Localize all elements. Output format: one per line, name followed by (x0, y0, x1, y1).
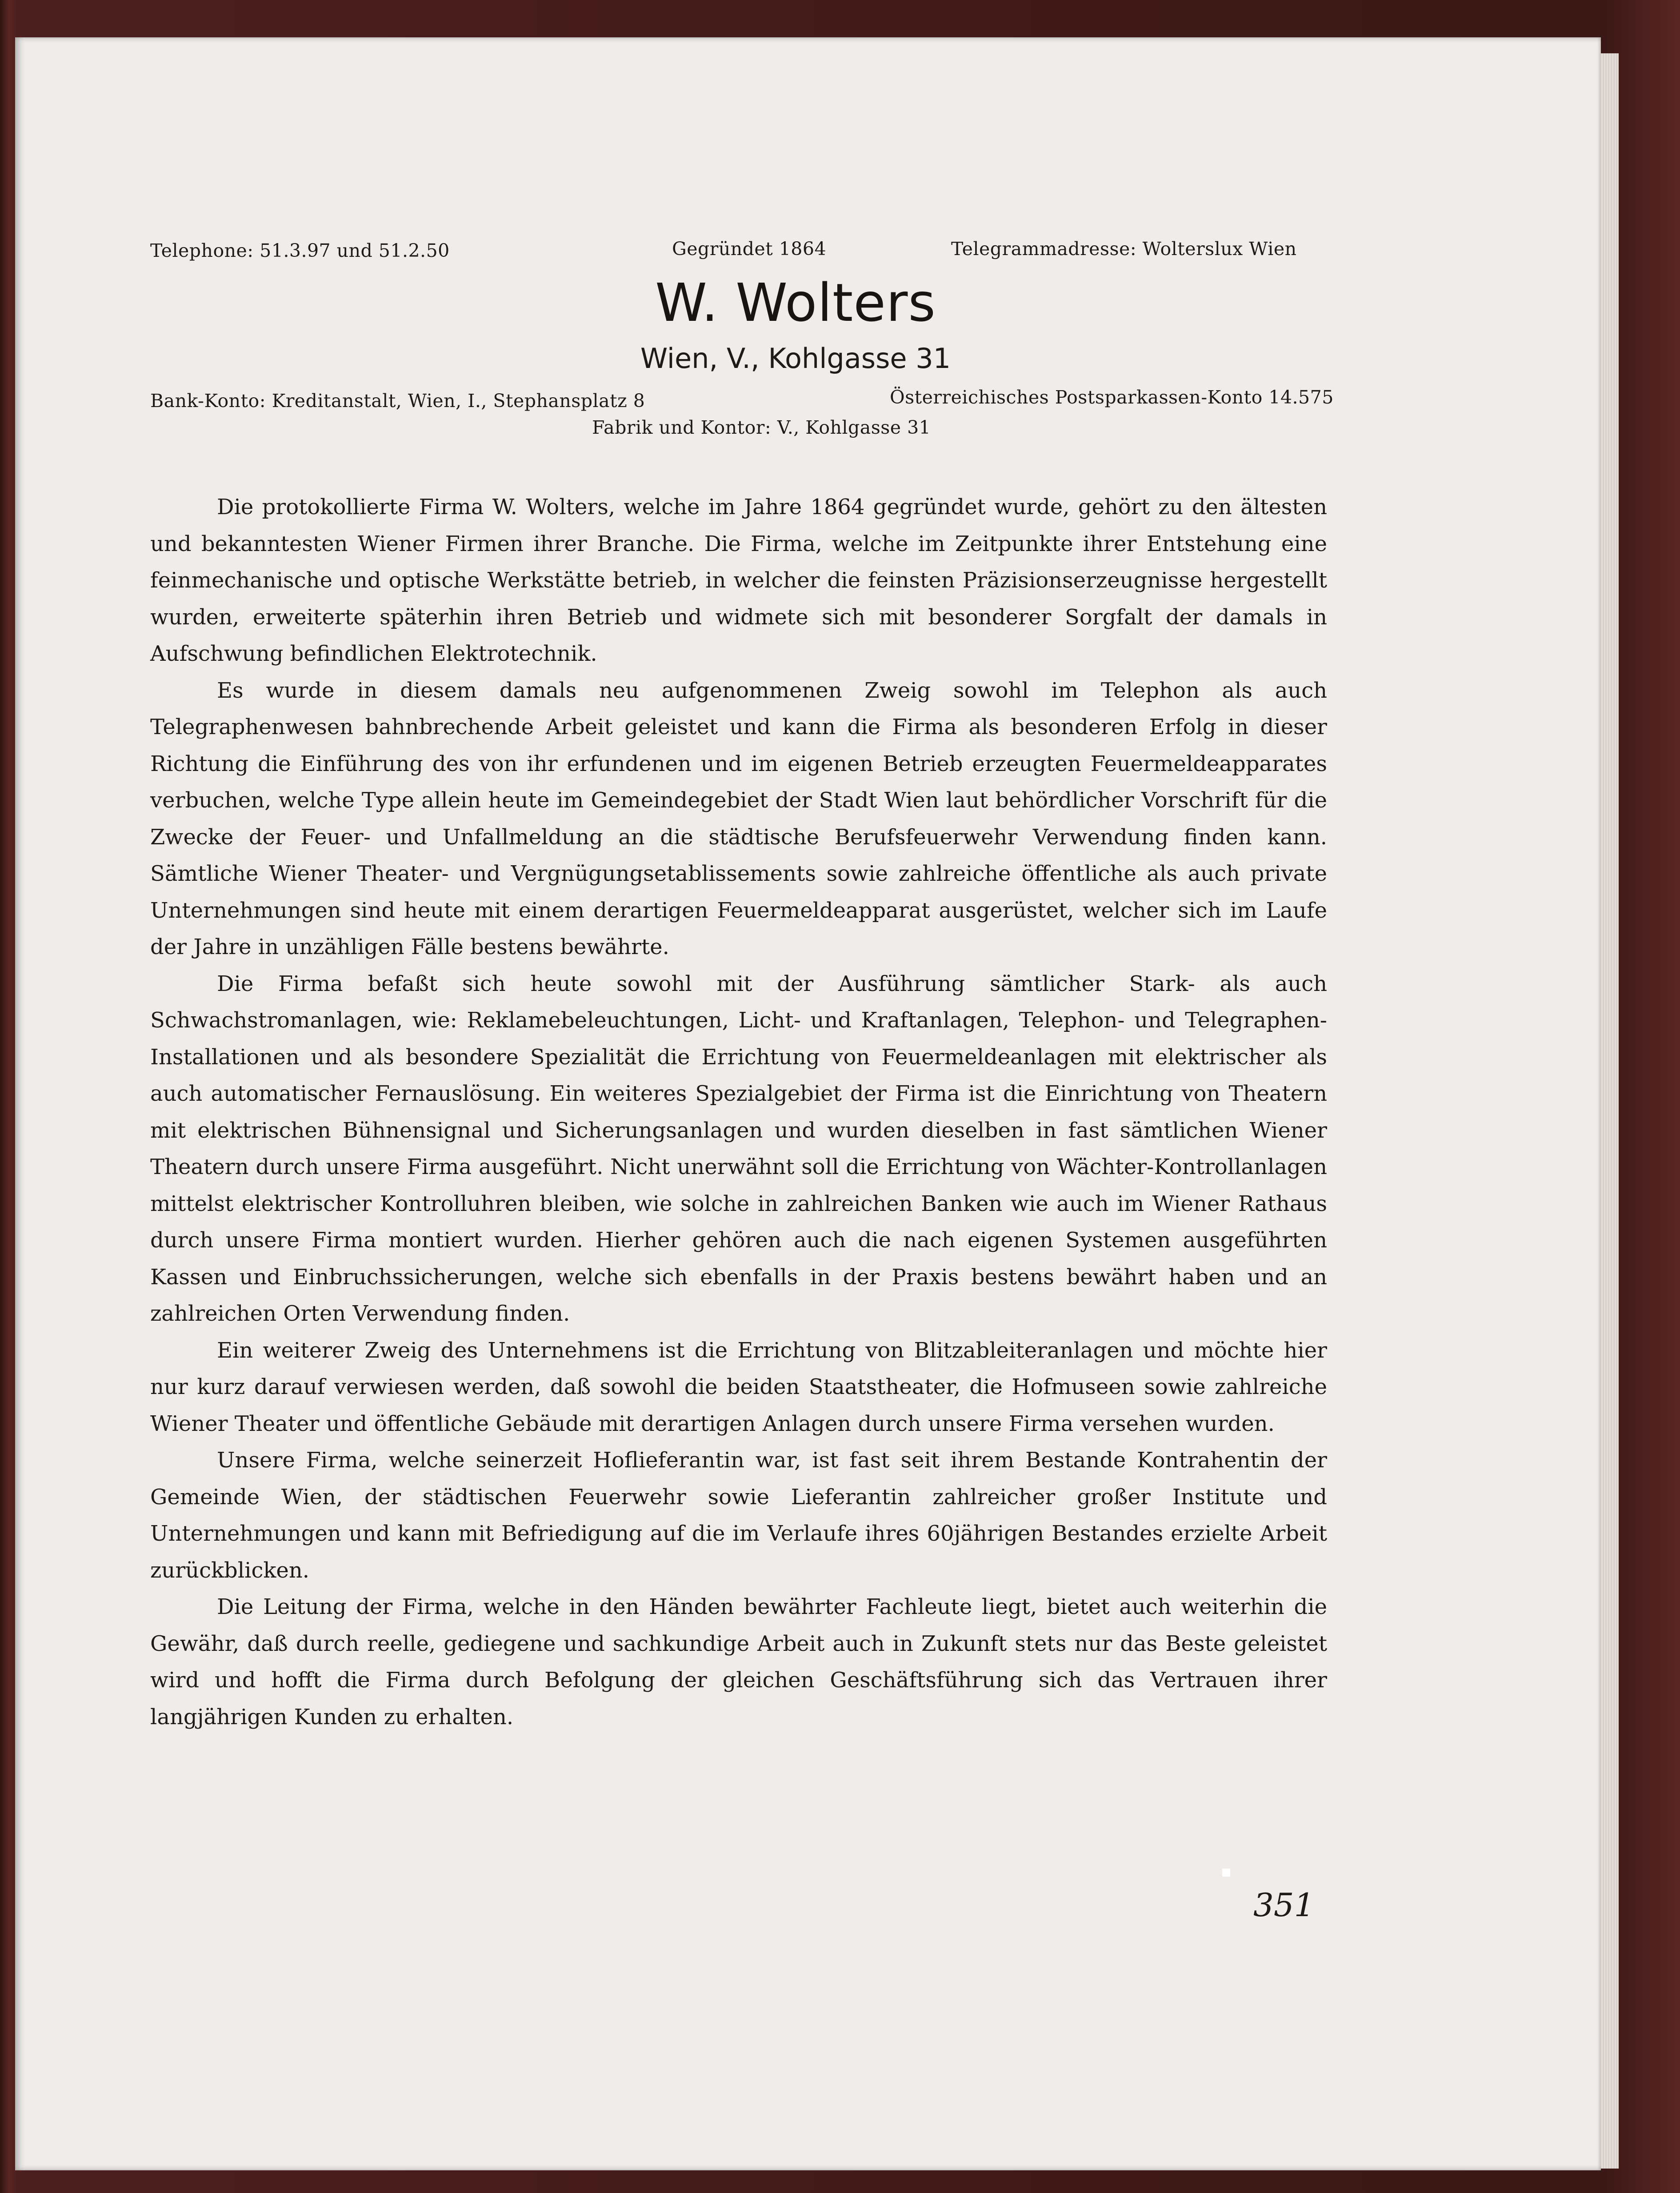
article-body (150, 489, 1327, 1735)
telephone-line: Telephone: 51.3.97 und 51.2.50 (150, 240, 450, 261)
founded-line: Gegründet 1864 (672, 238, 827, 260)
bank-account: Bank-Konto: Kreditanstalt, Wien, I., Stephansplatz 8 (150, 390, 645, 411)
paragraph: Es wurde in diesem damals neu aufgenommenen Zweig sowohl im Telephon als auch Telegraphenwesen bahnbrechende Arbeit geleistet und kann die Firma als besonderen Erfolg in dieser Richtung die Einführung des von ihr erfundenen und im eigenen Betrieb erzeugten Feuermeldeapparates verbuchen, welche Type allein heute im Gemeindegebiet der Stadt Wien laut behördlicher Vorschrift für die Zwecke der Feuer- und Unfallmeldung an die städtische Berufsfeuerwehr Verwendung finden kann. Sämtliche Wiener Theater- und Vergnügungsetablissements sowie zahlreiche öffentliche als auch private Unternehmungen sind heute mit einem derartigen Feuermeldeapparat ausgerüstet, welcher sich im Laufe der Jahre in unzähligen Fälle bestens bewährte. (150, 678, 1327, 959)
page-edges (1601, 53, 1619, 2169)
paragraph: Die Firma befaßt sich heute sowohl mit der Ausführung sämtlicher Stark- als auch Schwachstromanlagen, wie: Reklamebeleuchtungen, Licht- und Kraftanlagen, Telephon- und Telegraphen-Installationen und als besondere Spezialität die Errichtung von Feuermeldeanlagen mit elektrischer als auch automatischer Fernauslösung. Ein weiteres Spezialgebiet der Firma ist die Einrichtung von Theatern mit elektrischen Bühnensignal und Sicherungsanlagen und wurden dieselben in fast sämtlichen Wiener Theatern durch unsere Firma ausgeführt. Nicht unerwähnt soll die Errichtung von Wächter-Kontrollanlagen mittelst elektrischer Kontrolluhren bleiben, wie solche in zahlreichen Banken wie auch im Wiener Rathaus durch unsere Firma montiert wurden. Hierher gehören auch die nach eigenen Systemen ausgeführten Kassen und Einbruchssicherungen, welche sich ebenfalls in der Praxis bestens bewährt haben und an zahlreichen Orten Verwendung finden. (150, 971, 1327, 1326)
paragraph: Die Leitung der Firma, welche in den Händen bewährter Fachleute liegt, bietet auch weiterhin die Gewähr, daß durch reelle, gediegene und sachkundige Arbeit auch in Zukunft stets nur das Beste geleistet wird und hofft die Firma durch Befolgung der gleichen Geschäftsführung sich das Vertrauen ihrer langjährigen Kunden zu erhalten. (150, 1594, 1327, 1730)
postal-account: Österreichisches Postsparkassen-Konto 14.575 (890, 387, 1334, 408)
telegram-address: Telegrammadresse: Wolterslux Wien (951, 238, 1297, 260)
paragraph: Die protokollierte Firma W. Wolters, welche im Jahre 1864 gegründet wurde, gehört zu den ältesten und bekanntesten Wiener Firmen ihrer Branche. Die Firma, welche im Zeitpunkte ihrer Entstehung eine feinmechanische und optische Werkstätte betrieb, in welcher die feinsten Präzisionserzeugnisse hergestellt wurden, erweiterte späterhin ihren Betrieb und widmete sich mit besonderer Sorgfalt der damals in Aufschwung befindlichen Elektrotechnik. (150, 495, 1327, 666)
paragraph: Unsere Firma, welche seinerzeit Hoflieferantin war, ist fast seit ihrem Bestande Kontrahentin der Gemeinde Wien, der städtischen Feuerwehr sowie Lieferantin zahlreicher großer Institute und Unternehmungen und kann mit Befriedigung auf die im Verlaufe ihres 60jährigen Bestandes erzielte Arbeit zurückblicken. (150, 1448, 1327, 1583)
paper-speck (1222, 1869, 1230, 1877)
paragraph: Ein weiterer Zweig des Unternehmens ist die Errichtung von Blitzableiteranlagen und möchte hier nur kurz darauf verwiesen werden, daß sowohl die beiden Staatstheater, die Hofmuseen sowie zahlreiche Wiener Theater und öffentliche Gebäude mit derartigen Anlagen durch unsere Firma versehen wurden. (150, 1338, 1327, 1436)
firm-title: W. Wolters (655, 272, 936, 333)
factory-office: Fabrik und Kontor: V., Kohlgasse 31 (592, 417, 931, 438)
firm-address: Wien, V., Kohlgasse 31 (640, 342, 951, 375)
page-number: 351 (1253, 1886, 1315, 1924)
